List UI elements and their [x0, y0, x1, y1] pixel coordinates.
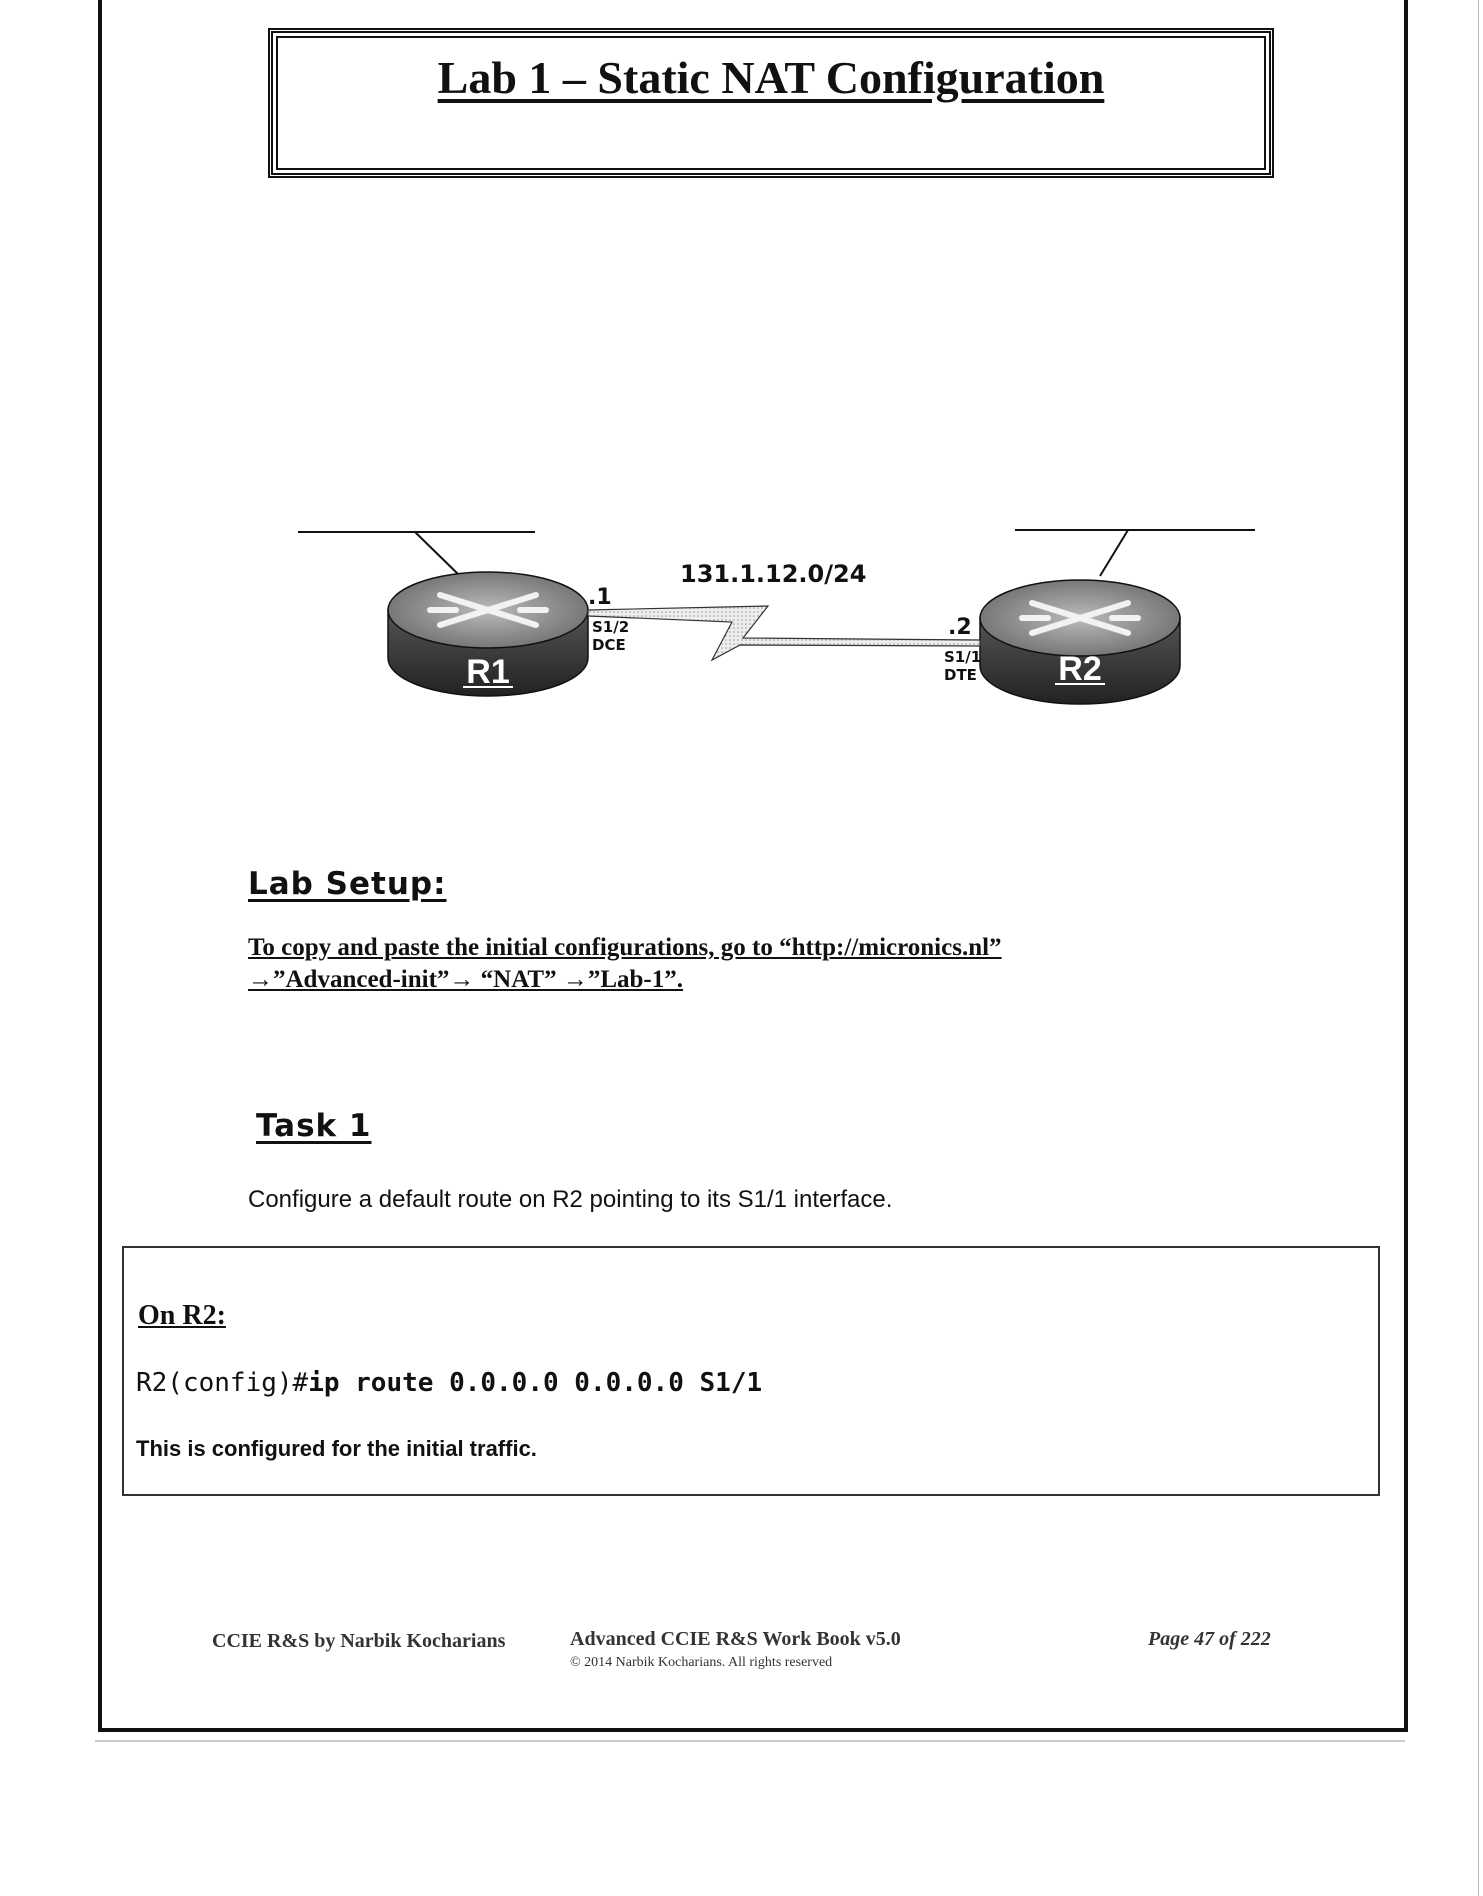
r2-host-label: .2 — [948, 615, 972, 640]
device-heading: On R2: — [138, 1300, 226, 1331]
r1-label: R1 — [466, 653, 510, 691]
r2-interface-label: S1/1 — [944, 648, 982, 666]
r2-role-label: DTE — [944, 666, 977, 684]
lab-setup-instructions — [248, 932, 1148, 996]
lab-setup-line-2: →”Advanced-init”→ “NAT” →”Lab-1”. — [248, 966, 683, 993]
r2-router-icon — [980, 580, 1180, 704]
solution-box — [122, 1246, 1380, 1496]
r1-lan-segment — [298, 532, 535, 576]
r1-interface-label: S1/2 — [592, 618, 630, 636]
r1-host-label: .1 — [588, 585, 612, 610]
task-1-description: Configure a default route on R2 pointing to its S1/1 interface. — [248, 1186, 893, 1213]
r2-label: R2 — [1058, 650, 1102, 688]
footer-book-title: Advanced CCIE R&S Work Book v5.0 — [570, 1628, 901, 1650]
network-label: 131.1.12.0/24 — [680, 560, 867, 588]
footer-author: CCIE R&S by Narbik Kocharians — [212, 1630, 506, 1652]
footer-book — [570, 1628, 901, 1671]
cli-command-line — [136, 1368, 762, 1398]
scan-edge — [1478, 0, 1479, 1896]
cli-prompt: R2(config)# — [136, 1368, 309, 1398]
r1-router-icon — [388, 572, 588, 696]
page-title: Lab 1 – Static NAT Configuration — [437, 52, 1105, 103]
network-diagram — [280, 510, 1270, 740]
serial-link — [588, 606, 980, 660]
solution-note: This is configured for the initial traffic. — [136, 1436, 537, 1461]
task-1-heading: Task 1 — [256, 1108, 372, 1144]
r1-role-label: DCE — [592, 636, 626, 654]
r2-lan-segment — [1015, 530, 1255, 576]
lab-setup-line-1: To copy and paste the initial configurations, go to “http://micronics.nl” — [248, 934, 1002, 961]
scan-line — [95, 1740, 1405, 1742]
footer-copyright: © 2014 Narbik Kocharians. All rights reserved — [570, 1655, 833, 1670]
lab-setup-heading: Lab Setup: — [248, 866, 447, 902]
cli-command: ip route 0.0.0.0 0.0.0.0 S1/1 — [308, 1368, 763, 1398]
footer-page-number: Page 47 of 222 — [1148, 1628, 1271, 1650]
title-box — [268, 28, 1274, 178]
